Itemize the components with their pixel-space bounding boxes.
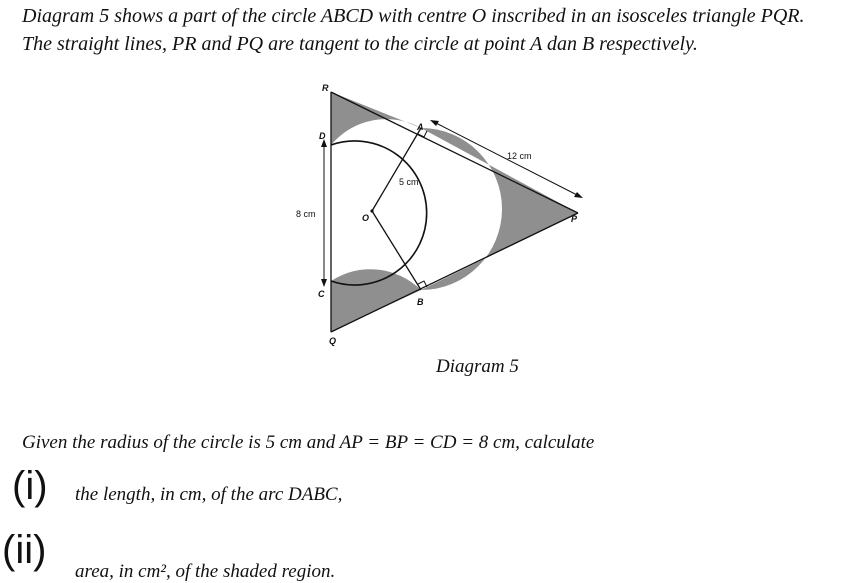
arrowhead-ap-p bbox=[574, 192, 583, 198]
label-length-dc: 8 cm bbox=[296, 209, 316, 219]
label-q: Q bbox=[329, 336, 337, 346]
shaded-region-top bbox=[331, 92, 421, 145]
label-length-oa: 5 cm bbox=[399, 177, 419, 187]
label-o: O bbox=[362, 213, 370, 223]
label-p: P bbox=[571, 214, 578, 224]
question-marker-ii: (ii) bbox=[2, 528, 47, 572]
shaded-region-right bbox=[421, 128, 578, 290]
diagram-caption: Diagram 5 bbox=[436, 356, 519, 377]
intro-text: Diagram 5 shows a part of the circle ABCD with centre O inscribed in an isosceles triangle PQR. The straight lines, PR and PQ are tangent to the circle at point A dan B respectively. bbox=[22, 5, 805, 55]
side-rp bbox=[331, 92, 578, 213]
centre-o-point bbox=[370, 209, 373, 212]
label-length-ap: 12 cm bbox=[507, 151, 532, 161]
question-ii-text: area, in cm², of the shaded region. bbox=[75, 561, 336, 582]
label-c: C bbox=[318, 289, 325, 299]
label-b: B bbox=[417, 297, 424, 307]
shaded-region-bottom bbox=[331, 269, 421, 332]
given-text: Given the radius of the circle is 5 cm and AP = BP = CD = 8 cm, calculate bbox=[22, 432, 595, 453]
arrowhead-dc-c bbox=[321, 279, 327, 287]
arc-dabc bbox=[331, 141, 427, 285]
label-r: R bbox=[322, 83, 329, 93]
question-i-text: the length, in cm, of the arc DABC, bbox=[75, 484, 343, 505]
radius-oa bbox=[372, 128, 421, 211]
arrowhead-ap-a bbox=[430, 120, 439, 126]
label-d: D bbox=[319, 131, 326, 141]
question-marker-i: (i) bbox=[12, 464, 48, 508]
label-a: A bbox=[417, 122, 424, 132]
